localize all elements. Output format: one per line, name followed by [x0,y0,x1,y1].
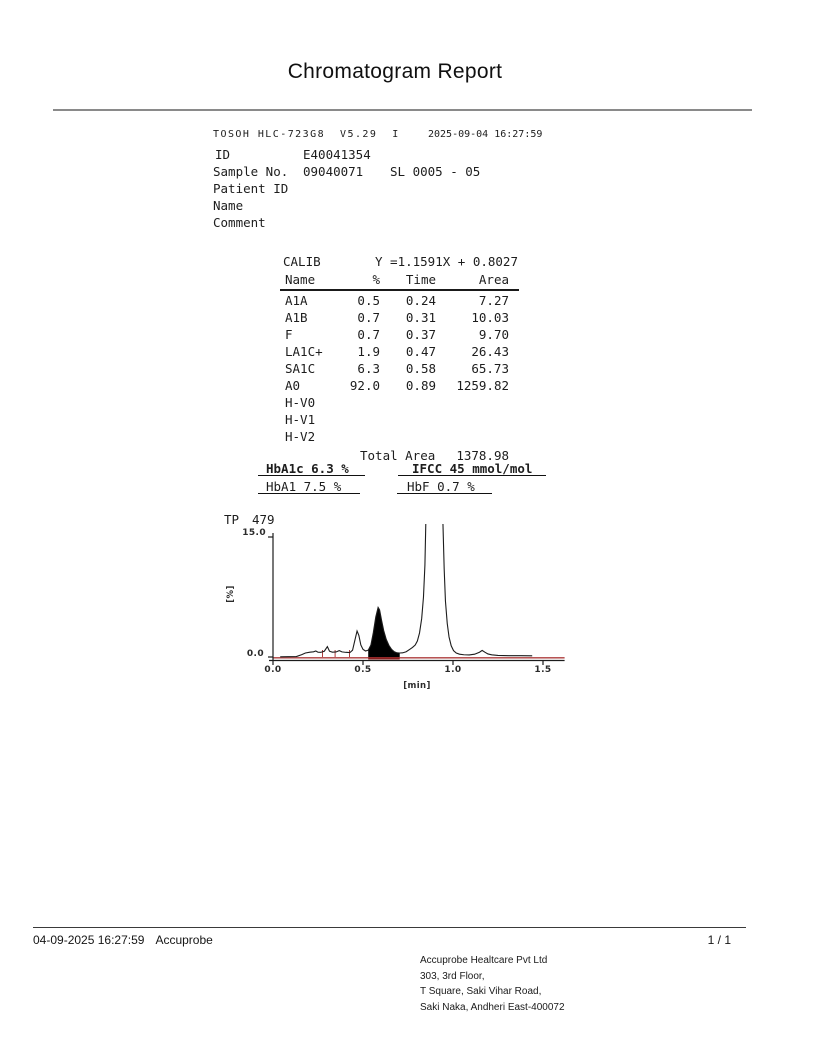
sample-row [213,164,525,180]
patient-id-row [213,181,525,197]
peak-name: A0 [285,378,301,393]
peak-pct: 6.3 [357,361,380,376]
footer-lab-name: Accuprobe [155,933,213,947]
y-axis-tick-min: 0.0 [246,649,264,659]
tp-label: TP [224,512,240,527]
calib-equation: Y =1.1591X + 0.8027 [375,254,518,269]
table-row [213,327,525,343]
peak-time: 0.37 [405,327,436,342]
table-row [213,395,525,411]
peak-name: H-V1 [285,412,316,427]
peak-pct: 0.7 [357,310,380,325]
col-header-name: Name [285,272,316,287]
table-row [213,429,525,445]
secondary-results-row [213,479,525,495]
primary-results-row [213,461,533,477]
x-axis-tick: 1.5 [534,665,552,675]
calib-label: CALIB [283,254,321,269]
peak-area: 1259.82 [456,378,509,393]
table-row [213,378,525,394]
peak-name: H-V0 [285,395,316,410]
hbf-result: HbF 0.7 % [397,479,492,494]
x-axis-label: [min] [403,681,431,691]
page-number: 1 / 1 [707,933,731,947]
hba1c-result: HbA1c 6.3 % [258,461,365,476]
peak-area: 10.03 [471,310,509,325]
peak-name: H-V2 [285,429,316,444]
peak-name: A1A [285,293,308,308]
id-value: E40041354 [303,147,371,162]
footer-datetime: 04-09-2025 16:27:59 [33,933,145,947]
comment-label: Comment [213,215,266,230]
peak-area: 65.73 [471,361,509,376]
address-line: Saki Naka, Andheri East-400072 [420,1001,565,1013]
peak-area: 9.70 [478,327,509,342]
y-axis-tick-max: 15.0 [242,528,266,538]
peak-area: 26.43 [471,344,509,359]
page-title: Chromatogram Report [287,60,503,83]
peak-name: A1B [285,310,308,325]
device-line [213,129,543,145]
col-header-pct: % [372,272,380,287]
x-axis-tick: 0.0 [264,665,282,675]
sample-value: 09040071 [303,164,364,179]
table-row [213,344,525,360]
total-area-value: 1378.98 [456,448,509,463]
hba1-result: HbA1 7.5 % [258,479,360,494]
address-line: 303, 3rd Floor, [420,970,485,982]
x-axis-tick: 1.0 [444,665,462,675]
peak-area: 7.27 [478,293,509,308]
peak-time: 0.58 [405,361,436,376]
table-header-row [213,272,525,288]
col-header-area: Area [478,272,509,287]
chromatogram-plot [225,524,570,674]
instrument-report-block [213,128,543,500]
table-row [213,361,525,377]
peak-name: F [285,327,293,342]
table-header-rule [280,289,519,291]
total-area-label: Total Area [360,448,436,463]
printed-datetime: 2025-09-04 16:27:59 [428,129,543,140]
calib-row [213,254,525,270]
footer-left [33,933,213,947]
col-header-time: Time [405,272,436,287]
table-row [213,310,525,326]
ifcc-result: IFCC 45 mmol/mol [398,461,546,476]
table-row [213,412,525,428]
address-line: Accuprobe Healtcare Pvt Ltd [420,955,548,966]
sample-position: SL 0005 - 05 [390,164,481,179]
id-row [213,147,525,163]
title-divider [53,109,752,111]
peak-pct: 0.7 [357,327,380,342]
patient-id-label: Patient ID [213,181,289,196]
peak-time: 0.47 [405,344,436,359]
y-axis-label: [%] [226,585,236,603]
peak-pct: 1.9 [357,344,380,359]
comment-row [213,215,525,231]
name-label: Name [213,198,244,213]
table-row [213,293,525,309]
peak-pct: 92.0 [349,378,380,393]
peak-name: LA1C+ [285,344,323,359]
id-label: ID [215,147,231,162]
address-line: T Square, Saki Vihar Road, [420,986,542,997]
peak-time: 0.31 [405,310,436,325]
peak-pct: 0.5 [357,293,380,308]
footer-divider [33,927,746,928]
tp-value: 479 [252,512,275,527]
peak-time: 0.89 [405,378,436,393]
device-model: TOSOH HLC-723G8 V5.29 I [213,129,400,140]
sample-label: Sample No. [213,164,289,179]
peak-name: SA1C [285,361,316,376]
lab-address-block [420,953,565,1015]
peak-time: 0.24 [405,293,436,308]
x-axis-tick: 0.5 [354,665,372,675]
name-row [213,198,525,214]
